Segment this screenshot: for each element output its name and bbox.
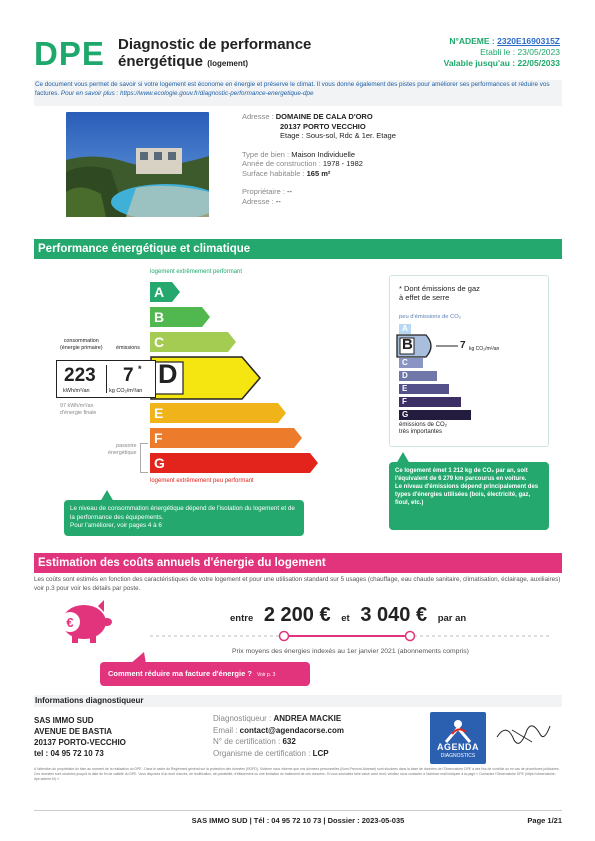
surface-value: 165 m² xyxy=(306,168,331,178)
consumption-value: 223 xyxy=(64,365,96,386)
property-details xyxy=(242,112,562,206)
ges-bottom-label: émissions de CO₂ très importantes xyxy=(399,422,448,435)
ges-class-e: E xyxy=(399,384,449,394)
final-energy: 97 kWh/m²/an d'énergie finale xyxy=(60,403,97,416)
property-photo xyxy=(66,112,209,217)
cert-value: 632 xyxy=(282,737,296,746)
emissions-unit: kg CO₂/m²/an xyxy=(109,388,143,394)
cert-label: N° de certification : xyxy=(213,737,283,746)
current-class-letter: D xyxy=(158,359,178,389)
intro-text xyxy=(35,81,563,98)
cons-header: consommation (énergie primaire) xyxy=(60,338,103,351)
adresse2-value: -- xyxy=(275,196,281,206)
cost-range xyxy=(230,604,466,627)
org-label: Organisme de certification : xyxy=(213,748,313,758)
perf-top-label: logement extrêmement performant xyxy=(150,269,243,275)
ges-bubble-pointer xyxy=(396,452,410,464)
valable-date: Valable jusqu'au : 22/05/2033 xyxy=(443,58,560,68)
type-value: Maison Individuelle xyxy=(291,149,355,159)
footer-divider xyxy=(34,810,562,811)
diag-label: Diagnostiqueur : xyxy=(213,714,274,723)
ademe-label: N°ADEME : xyxy=(449,36,498,46)
diag-company xyxy=(34,715,126,759)
prix-note: Prix moyens des énergies indexés au 1er janvier 2021 (abonnements compris) xyxy=(232,648,469,655)
perf-bottom-label: logement extrêmement peu performant xyxy=(150,478,254,484)
passoire-bracket xyxy=(140,443,148,473)
page-title xyxy=(118,36,311,72)
intro-link[interactable]: Pour en savoir plus : https://www.ecologie.gouv.fr/diagnostic-performance-energetique-dpe xyxy=(60,89,314,97)
diag-details xyxy=(213,713,344,759)
perf-bubble: Le niveau de consommation énergétique dépend de l'isolation du logement et de la performance des équipements. Pour l'améliorer, voir pages 4 à 6 xyxy=(64,500,304,536)
energy-class-e: E xyxy=(150,403,278,423)
energy-class-a: A xyxy=(150,282,172,302)
page-number: Page 1/21 xyxy=(527,816,562,825)
cost-par-an: par an xyxy=(437,613,467,624)
ges-class-g: G xyxy=(399,410,471,420)
footnote: A l'attention du propriétaire du bien au moment de la réalisation du DPE : Dans le cadre du Règlement général sur la protection des données (RGPD), l'Ademe vous informe que vos données personnelles (Nom-Prénom-Adresse) sont stockées dans la base de données de l'Observatoire DPE à des fins de contrôle ou en cas de procédures judiciaires. Ces données sont stockées jusqu'à la date de fin de validité du DPE. Vous disposez d'un droit d'accès, de rectification, de portabilité, d'effacement ou une limitation du traitement de ces données. Si vous souhaitez faire valoir votre droit, veuillez nous contacter à l'adresse mail indiquée à la page « Contactez l'Observatoire DPE (https://observatoire-dpe.ademe.fr/) ». xyxy=(34,767,560,781)
adresse-line2: 20137 PORTO VECCHIO xyxy=(280,121,366,131)
energy-class-g: G xyxy=(150,453,310,473)
intro-body: Ce document vous permet de savoir si votre logement est économe en énergie et préserve le climat. Il vous donne également des pistes pour améliorer ses performances et réduire vos factures. xyxy=(35,81,550,97)
proprietaire-value: -- xyxy=(287,187,293,196)
ges-class-c: C xyxy=(399,358,423,368)
adresse-line1: DOMAINE DE CALA D'ORO xyxy=(275,112,373,121)
ges-box xyxy=(389,275,549,447)
ges-unit: kg CO₂/m²/an xyxy=(469,346,500,352)
cost-et: et xyxy=(341,613,350,624)
footer-center: SAS IMMO SUD | Tél : 04 95 72 10 73 | Dossier : 2023-05-035 xyxy=(191,816,405,825)
reduce-bill-button[interactable] xyxy=(100,662,310,686)
company-street: AVENUE DE BASTIA xyxy=(34,727,113,736)
performance-section-title: Performance énergétique et climatique xyxy=(34,239,562,259)
cost-range-bar xyxy=(150,630,550,642)
title-suffix: (logement) xyxy=(207,59,249,68)
property-photo-image xyxy=(66,112,209,217)
em-header: émissions xyxy=(116,345,140,351)
ges-title: * Dont émissions de gaz à effet de serre xyxy=(399,284,480,302)
header xyxy=(34,34,562,76)
costs-section-title: Estimation des coûts annuels d'énergie du logement xyxy=(34,553,562,573)
ges-current-letter: B xyxy=(402,336,413,353)
ges-top-label: peu d'émissions de CO₂ xyxy=(399,314,461,320)
ges-bubble: Ce logement émet 1 212 kg de CO₂ par an, soit l'équivalent de 6 279 km parcourus en voiture. Le niveau d'émissions dépend principalement des types d'énergies utilisées (bois, électricité, gaz, fioul, etc.) xyxy=(389,462,549,530)
email-label: Email : xyxy=(213,725,240,735)
ges-class-a: A xyxy=(399,324,411,334)
email-value[interactable]: contact@agendacorse.com xyxy=(239,725,344,735)
diag-title: Informations diagnostiqueur xyxy=(35,696,144,705)
dpe-logo: DPE xyxy=(34,35,105,72)
ademe-number-link[interactable]: 2320E1690315Z xyxy=(497,36,560,46)
cost-entre: entre xyxy=(230,613,254,624)
title-line1: Diagnostic de performance xyxy=(118,36,312,53)
annee-value: 1978 - 1982 xyxy=(322,159,363,168)
company-name: SAS IMMO SUD xyxy=(34,716,94,725)
agenda-diagnostics-logo xyxy=(430,712,486,764)
adresse-label: Adresse : xyxy=(242,112,276,121)
ges-class-f: F xyxy=(399,397,461,407)
cost-max: 3 040 € xyxy=(360,604,428,626)
energy-class-b: B xyxy=(150,307,202,327)
adresse-line3: Etage : Sous-sol, Rdc & 1er. Etage xyxy=(280,131,396,140)
title-line2: énergétique xyxy=(118,53,204,70)
agenda-logo-line2: DIAGNOSTICS xyxy=(440,753,476,759)
surface-label: Surface habitable : xyxy=(242,168,307,178)
consumption-unit: kWh/m²/an xyxy=(63,388,90,394)
etabli-date: Etabli le : 23/05/2023 xyxy=(480,47,560,57)
energy-class-c: C xyxy=(150,332,228,352)
svg-text:€: € xyxy=(66,615,74,630)
emissions-star: * xyxy=(138,364,142,374)
adresse2-label: Adresse : xyxy=(242,196,276,206)
ges-class-d: D xyxy=(399,371,437,381)
consumption-box xyxy=(56,360,156,398)
emissions-value: 7 xyxy=(123,365,134,386)
cost-min: 2 200 € xyxy=(263,604,331,626)
org-value: LCP xyxy=(312,748,329,758)
costs-text: Les coûts sont estimés en fonction des caractéristiques de votre logement et pour une utilisation standard sur 5 usages (chauffage, eau chaude sanitaire, climatisation, éclairage, auxiliaires) voir p.3 pour voir les détails par poste. xyxy=(34,576,561,592)
diag-value: ANDREA MACKIE xyxy=(273,714,342,723)
energy-class-f: F xyxy=(150,428,294,448)
reduce-bill-label: Comment réduire ma facture d'énergie ? xyxy=(108,669,252,678)
ademe-info xyxy=(444,36,560,69)
annee-label: Année de construction : xyxy=(242,159,323,168)
type-label: Type de bien : xyxy=(242,149,292,159)
company-tel: tel : 04 95 72 10 73 xyxy=(34,749,104,758)
company-city: 20137 PORTO-VECCHIO xyxy=(34,738,126,747)
ges-value: 7 xyxy=(460,340,466,351)
bubble-pointer xyxy=(100,490,114,502)
agenda-logo-line1: AGENDA xyxy=(436,742,479,752)
button-pointer xyxy=(130,652,146,664)
reduce-bill-ref: Voir p. 3 xyxy=(257,672,276,678)
piggy-bank-icon xyxy=(52,600,114,644)
signature xyxy=(492,712,552,752)
passoire-label: passoire énergétique xyxy=(108,443,137,456)
proprietaire-label: Propriétaire : xyxy=(242,187,288,196)
